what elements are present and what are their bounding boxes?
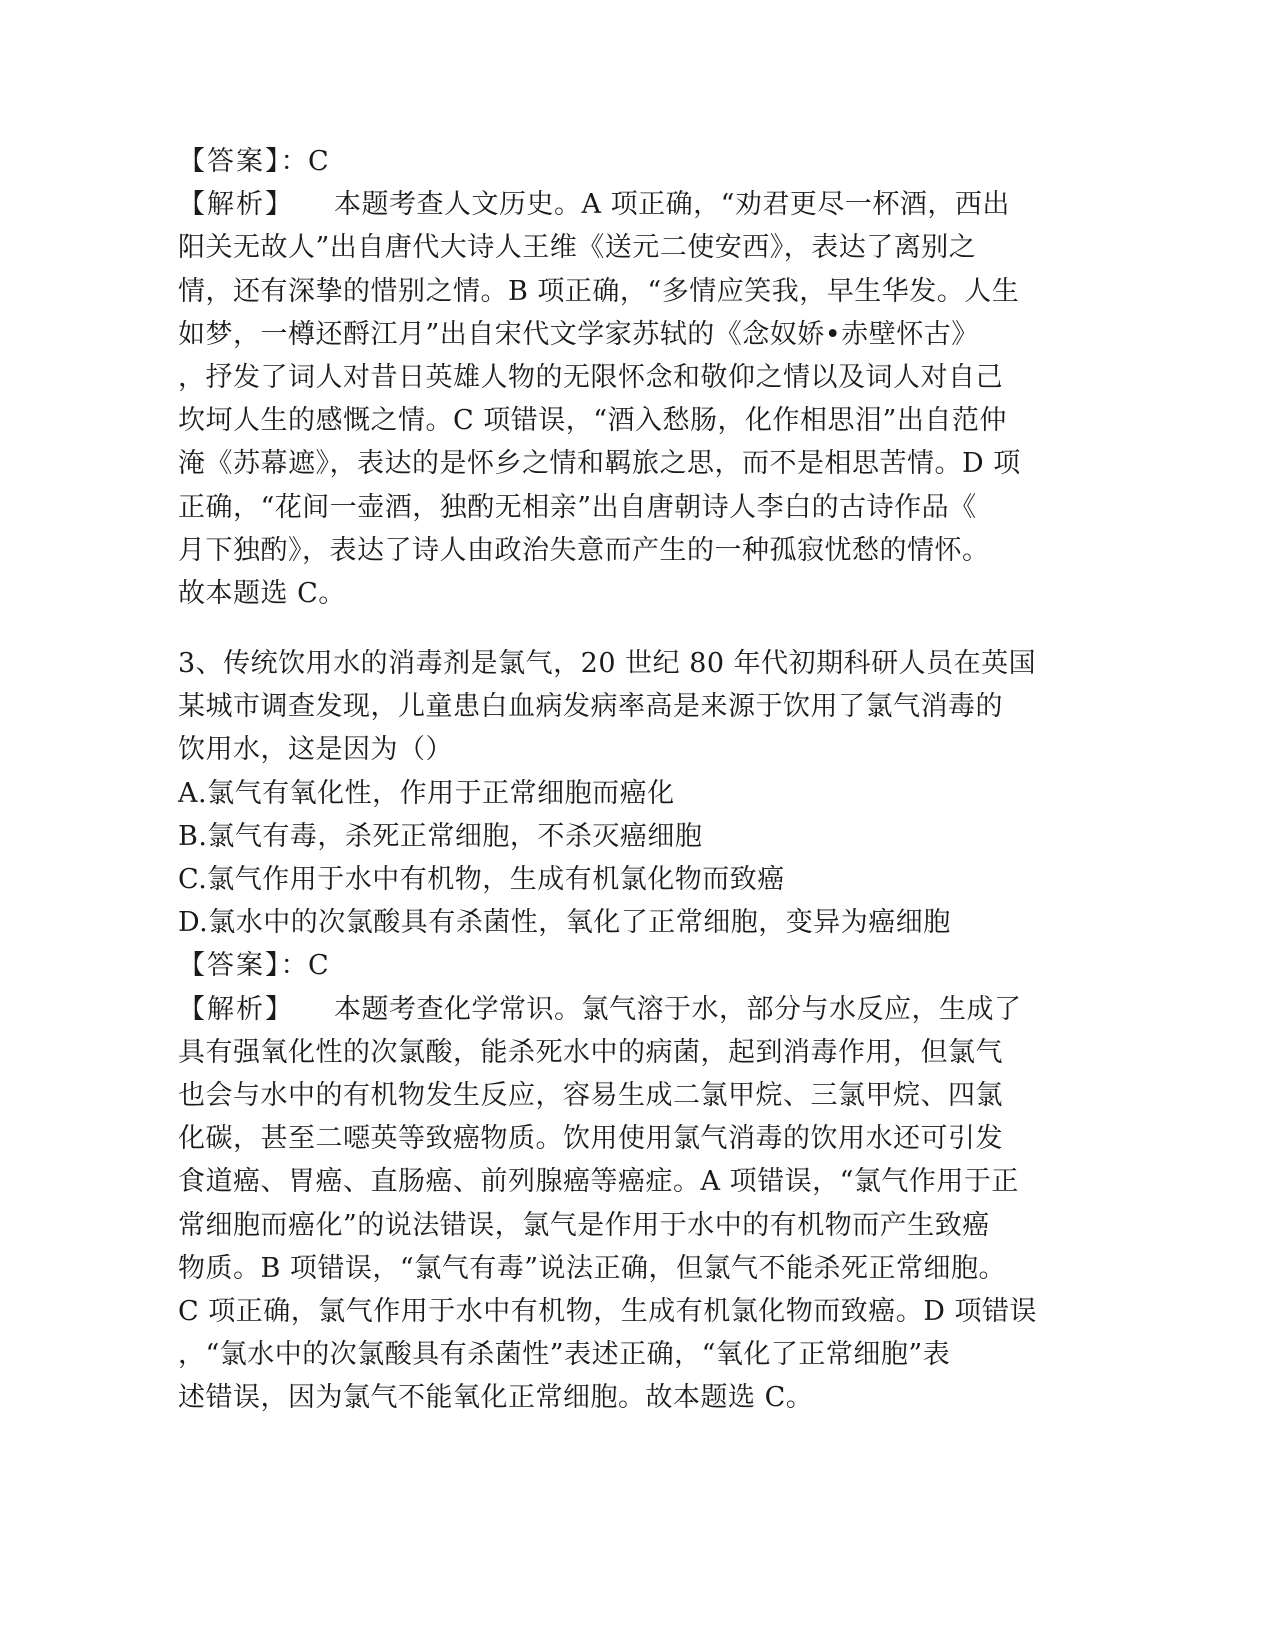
document-page	[178, 140, 1078, 1419]
q3-analysis-line: 也会与水中的有机物发生反应，容易生成二氯甲烷、三氯甲烷、四氯	[178, 1079, 1003, 1111]
q2-analysis-line: 故本题选 C。	[178, 577, 346, 609]
q2-analysis-line: 坎坷人生的感慨之情。C 项错误，“酒入愁肠，化作相思泪”出自范仲	[178, 405, 1007, 437]
q3-option-b: B.氯气有毒，杀死正常细胞，不杀灭癌细胞	[178, 820, 703, 852]
q3-analysis-line: C 项正确，氯气作用于水中有机物，生成有机氯化物而致癌。D 项错误	[178, 1295, 1037, 1327]
q3-option-d: D.氯水中的次氯酸具有杀菌性，氧化了正常细胞，变异为癌细胞	[178, 907, 951, 939]
analysis-label: 【解析】	[178, 993, 294, 1025]
analysis-label: 【解析】	[178, 189, 294, 221]
q3-stem-line: 某城市调查发现，儿童患白血病发病率高是来源于饮用了氯气消毒的	[178, 691, 1003, 723]
q3-analysis-line: 具有强氧化性的次氯酸，能杀死水中的病菌，起到消毒作用，但氯气	[178, 1036, 1003, 1068]
q2-analysis-line: 月下独酌》，表达了诗人由政治失意而产生的一种孤寂忧愁的情怀。	[178, 534, 990, 566]
q2-analysis-line: 正确，“花间一壶酒，独酌无相亲”出自唐朝诗人李白的古诗作品《	[178, 491, 977, 523]
q2-analysis-line	[178, 183, 1078, 226]
q2-answer-line	[178, 140, 1078, 183]
q2-analysis-line: 淹《苏幕遮》，表达的是怀乡之情和羁旅之思，而不是相思苦情。D 项	[178, 448, 1021, 480]
q3-analysis-line: 常细胞而癌化”的说法错误，氯气是作用于水中的有机物而产生致癌	[178, 1209, 990, 1241]
q3-stem-line: 饮用水，这是因为（）	[178, 734, 453, 766]
answer-label: 【答案】	[178, 950, 281, 982]
answer-value: ：C	[280, 950, 330, 982]
answer-label: 【答案】	[178, 146, 281, 177]
q3-answer-line	[178, 944, 1078, 987]
q2-analysis-line: 阳关无故人”出自唐代大诗人王维《送元二使安西》，表达了离别之	[178, 232, 977, 264]
q3-analysis-line: ，“氯水中的次氯酸具有杀菌性”表述正确，“氧化了正常细胞”表	[178, 1339, 951, 1371]
paragraph-gap	[178, 615, 1078, 642]
analysis-text: 本题考查人文历史。A 项正确，“劝君更尽一杯酒，西出	[334, 189, 1010, 221]
answer-value: ：C	[280, 146, 330, 177]
q3-stem-line: 3、传统饮用水的消毒剂是氯气，20 世纪 80 年代初期科研人员在英国	[178, 648, 1037, 680]
q3-option-a: A.氯气有氧化性，作用于正常细胞而癌化	[178, 777, 675, 809]
q3-analysis-line: 食道癌、胃癌、直肠癌、前列腺癌等癌症。A 项错误，“氯气作用于正	[178, 1166, 1019, 1198]
q3-option-c: C.氯气作用于水中有机物，生成有机氯化物而致癌	[178, 864, 785, 895]
q3-analysis-line: 物质。B 项错误，“氯气有毒”说法正确，但氯气不能杀死正常细胞。	[178, 1252, 1007, 1284]
analysis-text: 本题考查化学常识。氯气溶于水，部分与水反应，生成了	[334, 993, 1022, 1025]
q2-analysis-line: ，抒发了词人对昔日英雄人物的无限怀念和敬仰之情以及词人对自己	[178, 361, 1003, 393]
q3-analysis-line: 述错误，因为氯气不能氧化正常细胞。故本题选 C。	[178, 1382, 814, 1414]
q2-analysis-line: 如梦，一樽还酹江月”出自宋代文学家苏轼的《念奴娇•赤壁怀古》	[178, 318, 979, 350]
q3-analysis-line: 化碳，甚至二噁英等致癌物质。饮用使用氯气消毒的饮用水还可引发	[178, 1123, 1003, 1155]
q3-analysis-line	[178, 988, 1078, 1031]
q2-analysis-line: 情，还有深挚的惜别之情。B 项正确，“多情应笑我，早生华发。人生	[178, 275, 1020, 307]
